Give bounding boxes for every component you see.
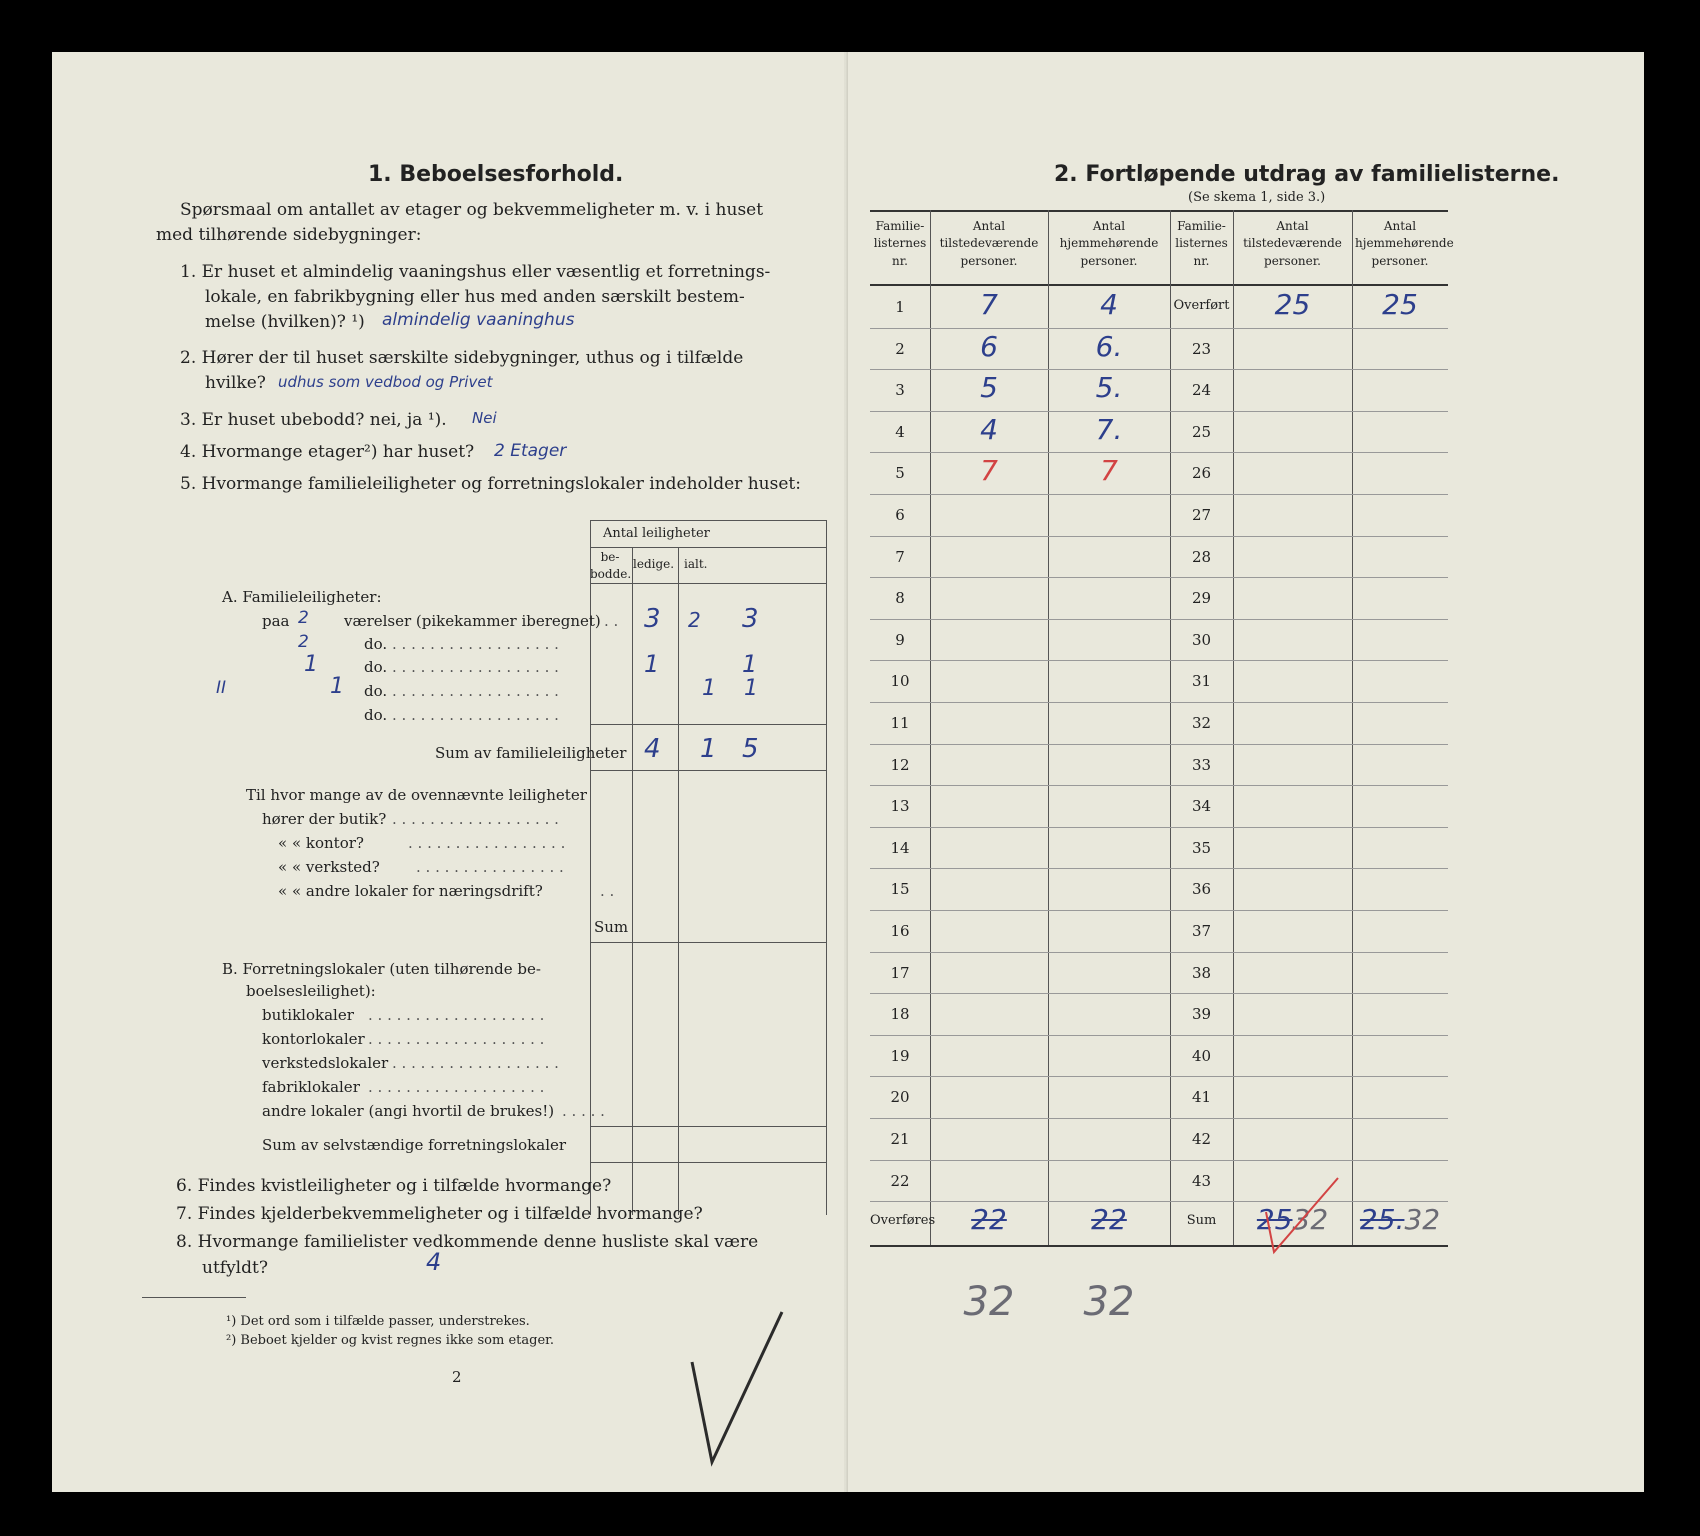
column-ialt: ialt.	[684, 557, 708, 571]
business-row-verkstedslokaler: verkstedslokaler	[262, 1054, 389, 1072]
question-1-answer: almindelig vaaninghus	[382, 310, 575, 330]
question-8-line-2: utfyldt?	[202, 1258, 268, 1278]
column-bebodde: be-bodde.	[590, 550, 632, 582]
intro-line-2: med tilhørende sidebygninger:	[156, 225, 422, 245]
apartment-row-3-text: do.	[364, 658, 388, 676]
apartment-row-2-rooms: 2	[298, 632, 309, 652]
question-2-answer: udhus som vedbod og Privet	[278, 373, 493, 391]
shops-question-line-1: Til hvor mange av de ovennævnte leiligheter	[246, 786, 587, 804]
row-nr: 16	[890, 922, 910, 940]
row-nr: 6	[895, 506, 905, 524]
row-nr-2: 40	[1191, 1046, 1212, 1065]
apartment-row-4-mark: II	[216, 678, 227, 698]
row-nr-2: 43	[1191, 1171, 1212, 1190]
row-nr: 3	[895, 381, 905, 400]
column-header-3: Antal hjemmehørende personer.	[1059, 219, 1159, 268]
shops-question-andre: « « andre lokaler for næringsdrift?	[278, 882, 543, 900]
footer-overfores-label: Overføres	[870, 1213, 936, 1229]
apartment-row-4-text: do.	[364, 682, 388, 700]
sum-familieleiligheter-ledige: 1	[700, 734, 717, 764]
question-8-line-1: 8. Hvormange familielister vedkommende denne husliste skal være	[176, 1232, 759, 1252]
apartment-row-4-rooms: 1	[330, 674, 344, 699]
row-nr: 5	[895, 464, 905, 483]
row-nr: 20	[890, 1088, 910, 1107]
question-3: 3. Er huset ubebodd? nei, ja ¹).	[180, 410, 447, 430]
column-header-6: Antal hjemmehørende personer.	[1355, 219, 1454, 268]
apartment-row-1-label: paa	[262, 612, 290, 630]
forretningslokaler-heading-1: B. Forretningslokaler (uten tilhørende be-	[222, 960, 541, 978]
row-nr: 15	[890, 880, 910, 899]
row-nr: 4	[895, 422, 905, 441]
row-hjemmehorende: 6.	[1095, 329, 1123, 363]
sum-familieleiligheter-bebodde: 4	[644, 734, 661, 764]
footer-sum-hjem	[1352, 1203, 1448, 1236]
apartment-row-1-text: værelser (pikekammer iberegnet)	[344, 612, 601, 630]
row-nr-2: 24	[1191, 381, 1212, 400]
row-nr-2: 29	[1191, 589, 1212, 608]
row-nr-2: 32	[1191, 714, 1212, 732]
row-nr-2: 34	[1191, 797, 1212, 816]
row-nr: 17	[890, 963, 910, 982]
row-nr-2: 41	[1191, 1088, 1212, 1107]
question-1-line-3: melse (hvilken)? ¹)	[205, 312, 365, 332]
business-row-fabriklokaler: fabriklokaler	[262, 1078, 360, 1096]
row-nr-2: Overført	[1173, 298, 1230, 313]
familieleiligheter-heading: A. Familieleiligheter:	[222, 588, 382, 606]
footer-overfores-tilst: 22	[971, 1203, 1007, 1237]
column-header-1: Familie-listernes nr.	[873, 219, 927, 268]
row-hjemmehorende: 4	[1100, 288, 1118, 321]
footer-sum-hjem-value: 32	[1404, 1203, 1441, 1237]
question-8-answer: 4	[426, 1248, 442, 1276]
question-1-line-1: 1. Er huset et almindelig vaaningshus eller væsentlig et forretnings-	[180, 262, 771, 282]
row-nr: 21	[890, 1130, 910, 1148]
row-nr-2: 33	[1191, 755, 1212, 774]
row-nr-2: 38	[1191, 963, 1212, 982]
row-nr: 10	[890, 672, 910, 691]
apartment-row-1-ledige: 2	[688, 608, 701, 632]
question-4: 4. Hvormange etager²) har huset?	[180, 442, 475, 462]
pencil-total-tilst: 32	[963, 1279, 1015, 1326]
question-2-line-2: hvilke?	[205, 373, 266, 393]
row-tilstedevaerende: 7	[980, 454, 998, 488]
apartment-row-1-rooms: 2	[298, 608, 309, 628]
business-row-kontorlokaler: kontorlokaler	[262, 1030, 365, 1048]
row-tilstedevaerende-2: 25	[1274, 288, 1311, 321]
footer-sum-hjem-struck: 25.	[1359, 1203, 1405, 1237]
row-nr-2: 30	[1191, 630, 1212, 649]
row-nr: 11	[890, 714, 910, 732]
apartment-row-3-bebodde: 1	[644, 650, 660, 678]
question-3-answer: Nei	[472, 409, 497, 427]
footnote-2: ²) Beboet kjelder og kvist regnes ikke som etager.	[226, 1333, 555, 1348]
row-nr-2: 23	[1191, 339, 1212, 358]
footer-sum-tilst-struck: 25	[1256, 1203, 1293, 1237]
row-nr: 19	[890, 1046, 910, 1065]
apartment-row-4-ialt: 1	[744, 676, 758, 701]
question-4-answer: 2 Etager	[494, 441, 567, 461]
row-nr: 8	[895, 589, 905, 608]
check-mark-icon	[1258, 1172, 1348, 1262]
row-tilstedevaerende: 5	[980, 371, 998, 405]
apartment-row-4-ledige: 1	[702, 676, 716, 701]
intro-line-1: Spørsmaal om antallet av etager og bekvemmeligheter m. v. i huset	[180, 200, 764, 220]
shops-question-butik: hører der butik?	[262, 810, 387, 828]
row-tilstedevaerende: 7	[980, 288, 998, 321]
business-row-andre-lokaler: andre lokaler (angi hvortil de brukes!)	[262, 1102, 555, 1120]
row-nr: 12	[890, 755, 910, 774]
question-1-line-2: lokale, en fabrikbygning eller hus med anden særskilt bestem-	[205, 287, 745, 307]
shops-question-kontor: « « kontor?	[278, 834, 364, 852]
apartment-row-3-rooms: 1	[304, 652, 318, 677]
row-nr: 22	[890, 1171, 910, 1190]
row-nr: 18	[890, 1005, 910, 1024]
row-hjemmehorende: 5.	[1095, 371, 1123, 405]
row-nr: 1	[895, 298, 905, 316]
apartment-row-1-bebodde: 3	[644, 604, 661, 634]
row-nr-2: 37	[1191, 922, 1212, 940]
business-sum-label: Sum av selvstændige forretningslokaler	[262, 1136, 567, 1154]
shops-question-verksted: « « verksted?	[278, 858, 380, 876]
forretningslokaler-heading-2: boelsesleilighet):	[246, 982, 376, 1000]
footer-sum-label: Sum	[1186, 1213, 1217, 1229]
column-header-4: Familie-listernes nr.	[1175, 219, 1228, 268]
question-7: 7. Findes kjelderbekvemmeligheter og i tilfælde hvormange?	[176, 1204, 703, 1224]
row-hjemmehorende: 7	[1100, 454, 1118, 488]
row-nr-2: 36	[1191, 880, 1212, 899]
section-subtitle: (Se skema 1, side 3.)	[1188, 190, 1326, 205]
column-header-2: Antal tilstedeværende personer.	[939, 219, 1039, 268]
row-nr-2: 31	[1191, 672, 1212, 691]
footer-sum-tilst-value: 32	[1292, 1203, 1329, 1237]
section-title-familielisterne: 2. Fortløpende utdrag av familielisterne.	[1054, 162, 1560, 187]
row-nr-2: 26	[1191, 464, 1212, 483]
row-hjemmehorende-2: 25	[1382, 288, 1418, 321]
column-group-antal-leiligheter: Antal leiligheter	[603, 526, 710, 541]
page-number: 2	[452, 1368, 462, 1386]
check-mark-icon	[682, 1302, 802, 1472]
footnote-1: ¹) Det ord som i tilfælde passer, understrekes.	[226, 1314, 530, 1329]
column-ledige: ledige.	[633, 557, 675, 571]
row-nr: 9	[895, 630, 905, 649]
row-hjemmehorende: 7.	[1095, 412, 1123, 446]
row-tilstedevaerende: 4	[980, 412, 998, 446]
row-nr-2: 27	[1191, 506, 1212, 524]
apartment-row-5-text: do.	[364, 706, 388, 724]
business-row-butiklokaler: butiklokaler	[262, 1006, 354, 1024]
left-page: 1. Beboelsesforhold. Spørsmaal om antallet av etager og bekvemmeligheter m. v. i huset med tilhørende sidebygninger: 1. Er huset et almindelig vaaningshus eller væsentlig et forretnings- lokale, en fabrikbygning eller hus med anden særskilt bestem- melse (hvilken)? ¹) almindelig vaaninghus 2. Hører der til huset særskilte sidebygninger, uthus og i tilfælde hvilke? udhus som vedbod og Privet 3. Er huset ubebodd? nei, ja ¹). Nei 4. Hvormange etager²) har huset? 2 Etager 5. Hvormange familieleiligheter og forretningslokaler indeholder huset: Antal leiligheter be-bodde. ledige. ialt. A. Familieleiligheter: paa 2 værelser (pikekammer iberegnet) . . 3 2 3 2 do. . . . . . . . . . . . . . . . . . . 1 do. . . . . . . . . . . . . . . . . . . 1 1 II 1 do. . . . . . . . . . . . . . . . . . . 1 1 do. . . . . . . . . . . . . . . . . . . Sum av familieleiligheter 4 1 5 Til hvor mange av de ovennævnte leiligheter hører der butik? . . . . . . . . . . . . . . . . . . « « kontor? . . . . . . . . . . . . . . . . . « « verksted? . . . . . . . . . . . . . . . . « « andre lokaler for næringsdrift? . . Sum B. Forretningslokaler (uten tilhørende be- boelsesleilighet): butiklokaler . . . . . . . . . . . . . . . . . . . kontorlokaler . . . . . . . . . . . . . . . . . . . verkstedslokaler . . . . . . . . . . . . . . . . . . fabriklokaler . . . . . . . . . . . . . . . . . . . andre lokaler (angi hvortil de brukes!) . . . . . Sum av selvstændige forretningslokaler 6. Findes kvistleiligheter og i tilfælde hvormange? 7. Findes kjelderbekvemmeligheter og i tilfælde hvormange? 8. Hvormange familielister vedkommende denne husliste skal være utfyldt? 4 ¹) Det ord som i tilfælde passer, understrekes. ²) Beboet kjelder og kvist regnes ikke som etager. 2	[52, 52, 844, 1492]
sum-familieleiligheter-label: Sum av familieleiligheter	[435, 744, 627, 762]
row-nr-2: 25	[1191, 422, 1212, 441]
column-header-5: Antal tilstedeværende personer.	[1243, 219, 1342, 268]
row-nr-2: 39	[1191, 1005, 1212, 1024]
row-nr: 2	[895, 339, 905, 358]
right-page	[848, 52, 1644, 1492]
row-nr-2: 35	[1191, 838, 1212, 857]
shops-sum-label: Sum	[594, 918, 629, 936]
row-nr: 14	[890, 838, 910, 857]
sum-familieleiligheter-ialt: 5	[742, 734, 759, 764]
footer-overfores-hjem: 22	[1091, 1203, 1127, 1237]
question-2-line-1: 2. Hører der til huset særskilte sidebygninger, uthus og i tilfælde	[180, 348, 744, 368]
apartment-row-1-ialt: 3	[742, 604, 759, 634]
apartment-row-3-ialt: 1	[742, 650, 758, 678]
row-nr: 7	[895, 547, 905, 566]
section-title-beboelsesforhold: 1. Beboelsesforhold.	[368, 162, 624, 187]
row-nr: 13	[890, 797, 910, 816]
pencil-total-hjem: 32	[1083, 1279, 1135, 1326]
apartment-row-2-text: do.	[364, 635, 388, 653]
question-6: 6. Findes kvistleiligheter og i tilfælde hvormange?	[176, 1176, 612, 1196]
row-tilstedevaerende: 6	[980, 329, 998, 363]
question-5: 5. Hvormange familieleiligheter og forretningslokaler indeholder huset:	[180, 474, 801, 494]
row-nr-2: 42	[1191, 1130, 1212, 1148]
row-nr-2: 28	[1191, 547, 1212, 566]
